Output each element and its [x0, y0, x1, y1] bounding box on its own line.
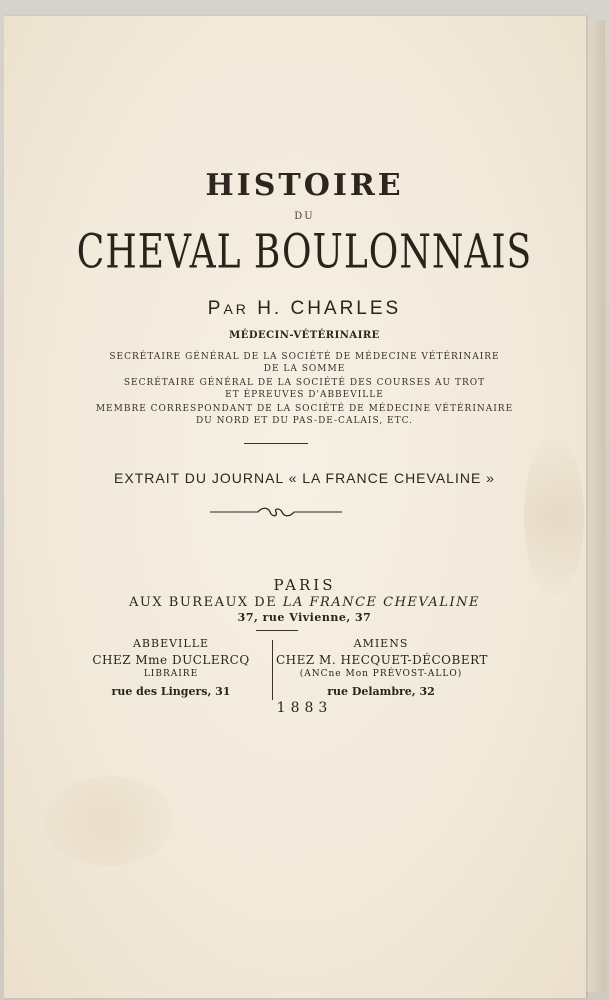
- author-role: SECRÉTAIRE GÉNÉRAL DE LA SOCIÉTÉ DE MÉDECINE VÉTÉRINAIRE: [109, 352, 500, 362]
- author-prefix-initial: P: [207, 298, 224, 319]
- paper-stain: [44, 776, 174, 866]
- divider-rule: [256, 630, 298, 631]
- book-title-line1: HISTOIRE: [205, 168, 404, 203]
- seller-city: AMIENS: [353, 637, 409, 650]
- author-line: [0, 298, 609, 320]
- seller-city: ABBEVILLE: [132, 637, 210, 650]
- book-title-line2: CHEVAL BOULONNAIS: [76, 226, 533, 280]
- author-role: ET ÉPREUVES D'ABBEVILLE: [225, 390, 384, 400]
- seller-name: CHEZ Mme DUCLERCQ: [92, 653, 250, 667]
- publisher-city: PARIS: [273, 576, 336, 594]
- bureaux-prefix: AUX BUREAUX DE: [129, 595, 278, 610]
- seller-amiens: [276, 637, 486, 701]
- publisher-bureaux: [0, 595, 609, 610]
- journal-name: LA FRANCE CHEVALINE: [282, 595, 480, 610]
- author-name: H. CHARLES: [257, 298, 402, 319]
- author-prefix-rest: AR: [223, 301, 249, 317]
- book-title-connector: DU: [294, 211, 315, 222]
- seller-name: CHEZ M. HECQUET-DÉCOBERT: [276, 653, 488, 667]
- author-role: MEMBRE CORRESPONDANT DE LA SOCIÉTÉ DE MÉDECINE VÉTÉRINAIRE: [95, 404, 514, 414]
- extract-note: EXTRAIT DU JOURNAL « LA FRANCE CHEVALINE »: [114, 470, 495, 486]
- seller-street: rue des Lingers, 31: [111, 685, 231, 698]
- author-role: DE LA SOMME: [263, 364, 346, 374]
- author-profession: MÉDECIN-VÉTÉRINAIRE: [229, 330, 380, 341]
- paper-stain: [524, 436, 584, 596]
- divider-rule: [244, 443, 308, 444]
- author-role: DU NORD ET DU PAS-DE-CALAIS, ETC.: [195, 416, 414, 426]
- publication-year: 1883: [276, 700, 333, 716]
- ornament-flourish: [206, 505, 346, 519]
- publisher-address: 37, rue Vivienne, 37: [237, 611, 372, 624]
- seller-role: (ANCne Mon PRÉVOST-ALLO): [299, 669, 463, 679]
- seller-role: LIBRAIRE: [143, 669, 199, 679]
- author-role: SECRÉTAIRE GÉNÉRAL DE LA SOCIÉTÉ DES COURSES AU TROT: [123, 378, 486, 388]
- column-separator: [272, 640, 273, 700]
- seller-abbeville: [76, 637, 266, 701]
- seller-street: rue Delambre, 32: [327, 685, 435, 698]
